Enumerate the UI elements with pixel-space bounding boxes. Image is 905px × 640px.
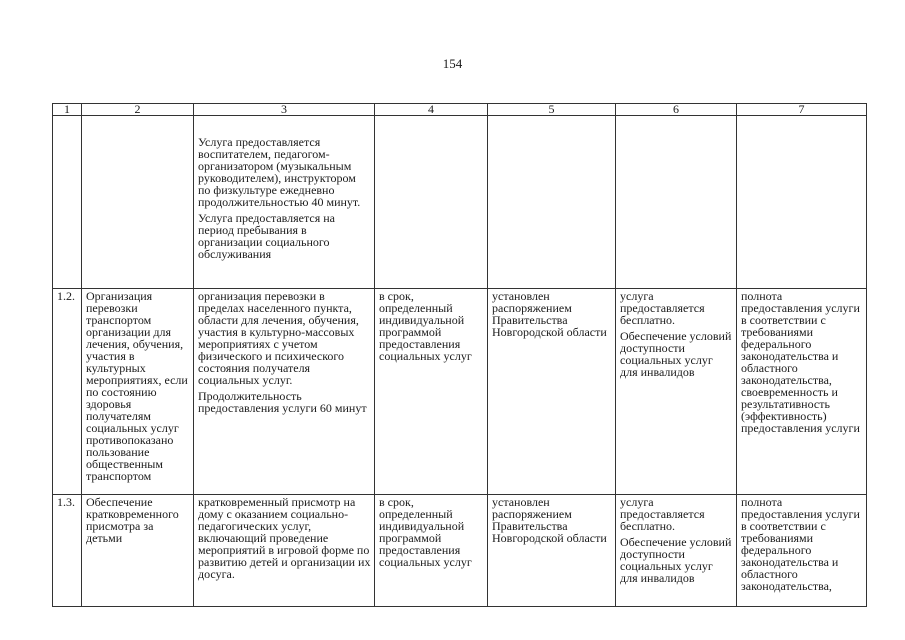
service-tariff: установлен распоряжением Правительства Новгородской области [488, 289, 616, 495]
service-tariff [488, 116, 616, 289]
column-header: 6 [616, 104, 737, 116]
conditions-paragraph: услуга предоставляется бесплатно. [620, 495, 705, 533]
table-row [53, 495, 867, 607]
column-numbers-row [53, 104, 867, 116]
description-paragraph: организация перевозки в пределах населенного пункта, области для лечения, обучения, участия в культурно-массовых мероприятиях с учетом физического и психического состояния получателя социальных услуг. [198, 289, 359, 387]
service-description [194, 495, 375, 607]
column-header: 1 [53, 104, 82, 116]
conditions-paragraph: услуга предоставляется бесплатно. [620, 289, 705, 327]
row-number: 1.3. [53, 495, 82, 607]
service-deadline [375, 116, 488, 289]
service-quality: полнота предоставления услуги в соответствии с требованиями федерального законодательства и областного законодательства, [737, 495, 867, 607]
description-paragraph: кратковременный присмотр на дому с оказанием социально-педагогических услуг, включающий проведение мероприятий в игровой форме по развитию детей и организации их досуга. [198, 495, 371, 581]
column-header: 3 [194, 104, 375, 116]
table-row [53, 289, 867, 495]
service-quality: полнота предоставления услуги в соответствии с требованиями федерального законодательства и областного законодательства, своевременность и результативность (эффективность) предоставления услуги [737, 289, 867, 495]
service-conditions [616, 116, 737, 289]
column-header: 4 [375, 104, 488, 116]
column-header: 2 [82, 104, 194, 116]
service-name: Организация перевозки транспортом организации для лечения, обучения, участия в культурных мероприятиях, если по состоянию здоровья получателям социальных услуг противопоказано пользование общественным транспортом [82, 289, 194, 495]
service-name [82, 116, 194, 289]
service-deadline: в срок, определенный индивидуальной программой предоставления социальных услуг [375, 289, 488, 495]
service-description [194, 289, 375, 495]
description-paragraph: Услуга предоставляется воспитателем, педагогом-организатором (музыкальным руководителем), инструктором по физкультуре ежедневно продолжительностью 40 минут. [198, 135, 361, 209]
conditions-paragraph: Обеспечение условий доступности социальных услуг для инвалидов [620, 329, 732, 379]
column-header: 7 [737, 104, 867, 116]
row-number: 1.2. [53, 289, 82, 495]
column-header: 5 [488, 104, 616, 116]
page-number: 154 [442, 56, 463, 71]
description-paragraph: Услуга предоставляется на период пребывания в организации социального обслуживания [198, 211, 335, 261]
service-deadline: в срок, определенный индивидуальной программой предоставления социальных услуг [375, 495, 488, 607]
service-tariff: установлен распоряжением Правительства Новгородской области [488, 495, 616, 607]
service-conditions [616, 495, 737, 607]
conditions-paragraph: Обеспечение условий доступности социальных услуг для инвалидов [620, 535, 732, 585]
service-conditions [616, 289, 737, 495]
service-name: Обеспечение кратковременного присмотра за детьми [82, 495, 194, 607]
services-table [52, 103, 867, 607]
service-quality [737, 116, 867, 289]
table-row [53, 116, 867, 289]
row-number [53, 116, 82, 289]
service-description [194, 116, 375, 289]
description-paragraph: Продолжительность предоставления услуги 60 минут [198, 389, 367, 415]
